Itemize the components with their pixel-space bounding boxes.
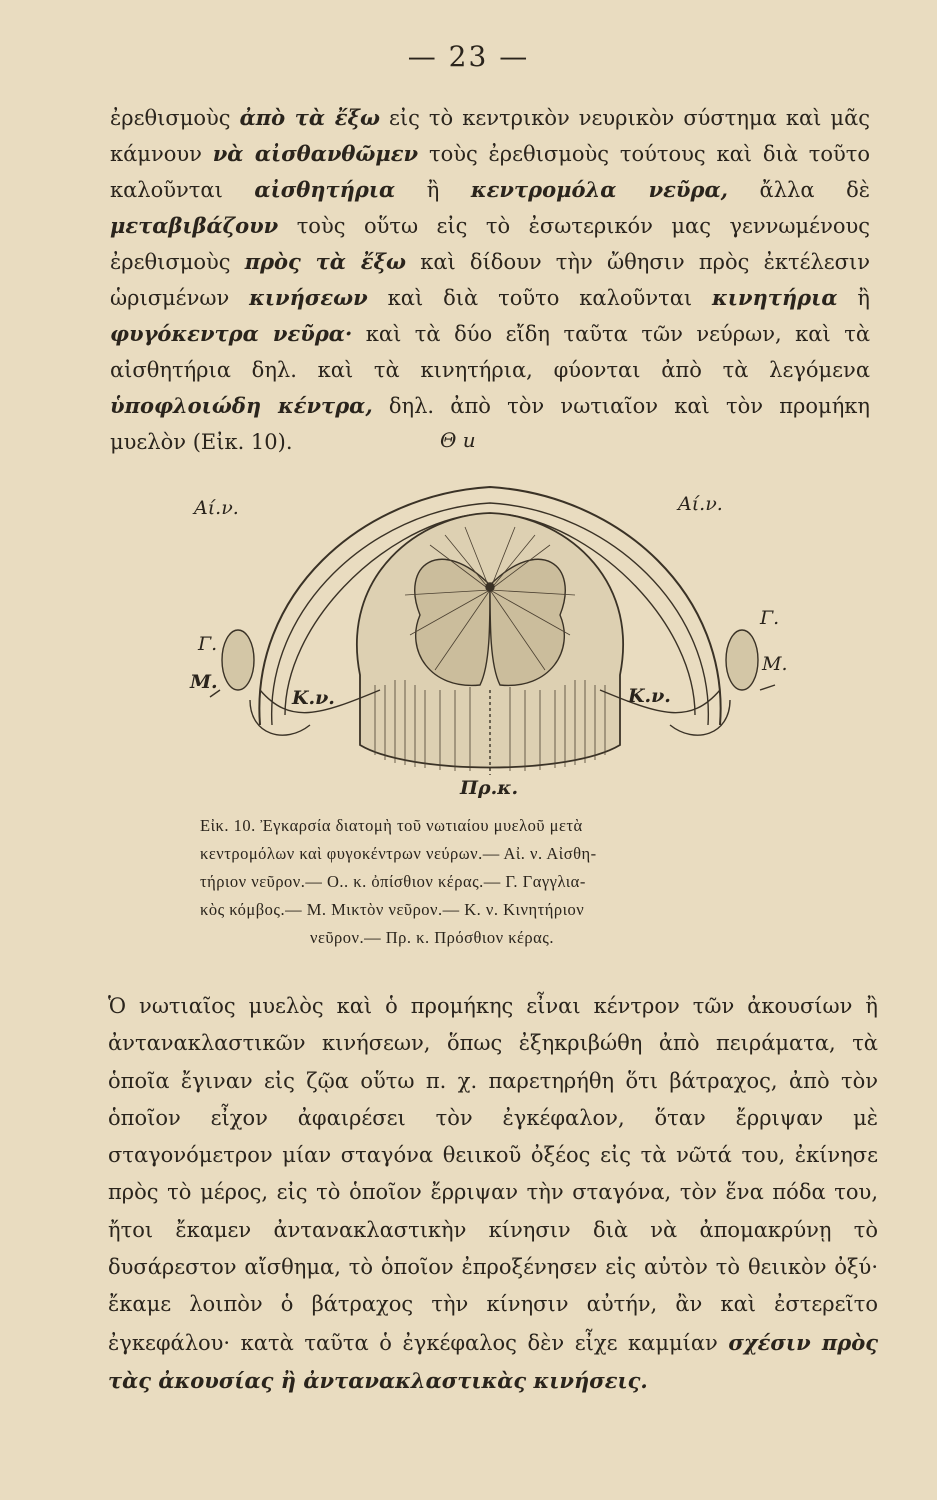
label-m-left: Μ. xyxy=(190,671,218,693)
emphasis-text: ὑποφλοιώδη κέντρα, xyxy=(110,393,373,418)
label-pr: Πρ.κ. xyxy=(460,777,519,799)
emphasis-text: σχέσιν πρὸς τὰς ἀκουσίας ἢ ἀντανακλαστικὰς κινήσεις. xyxy=(108,1329,878,1393)
label-k-left: Κ.ν. xyxy=(292,687,335,709)
body-text: Ὁ νωτιαῖος μυελὸς καὶ ὁ προμήκης εἶναι κέντρον τῶν ἀκουσίων ἢ ἀντανακλαστικῶν κινήσεων, ὅπως ἐξηκριβώθη ἀπὸ πειράματα, τὰ ὁποῖα ἔγιναν εἰς ζῷα οὕτω π. χ. παρετηρήθη ὅτι βάτραχος, ἀπὸ τὸν ὁποῖον εἶχον ἀφαιρέσει τὸν ἐγκέφαλον, ὅταν ἔρριψαν μὲ σταγονόμετρον μίαν σταγόνα θειικοῦ ὀξέος εἰς τὰ νῶτά του, ἐκίνησε πρὸς τὸ μέρος, εἰς τὸ ὁποῖον ἔρριψαν τὴν σταγόνα, τὸν ἕνα πόδα του, ἤτοι ἔκαμεν ἀντανακλαστικὴν κίνησιν διὰ νὰ ἀπομακρύνῃ τὸ δυσάρεστον αἴσθημα, τὸ ὁποῖον ἐπροξένησεν εἰς αὐτὸν τὸ θειικὸν ὀξύ· ἔκαμε λοιπὸν ὁ βάτραχος τὴν κίνησιν αὐτήν, ἂν καὶ ἐστερεῖτο ἐγκεφάλου· κατὰ ταῦτα ὁ ἐγκέφαλος δὲν εἶχε καμμίαν xyxy=(108,994,878,1355)
spinal-cord-illustration xyxy=(190,475,790,815)
body-text: τοὺς οὕτω εἰς τὸ ἐσωτερικόν μας γεννωμένους ἐρεθισμοὺς xyxy=(110,214,870,274)
body-text: καὶ δίδουν τὴν ὤθησιν πρὸς ἐκτέλεσιν ὡρισμένων xyxy=(110,250,870,310)
emphasis-text: φυγόκεντρα νεῦρα· xyxy=(110,321,353,346)
body-text: ἢ xyxy=(837,286,870,310)
label-g-left: Γ. xyxy=(198,633,218,655)
figure-spinal-cord xyxy=(190,475,790,815)
caption-line: κὸς κόμβος.— Μ. Μικτὸν νεῦρον.— Κ. ν. Κινητήριον xyxy=(200,900,585,919)
label-ai-left: Αί.ν. xyxy=(194,497,239,519)
emphasis-text: ἀπὸ τὰ ἔξω xyxy=(239,105,380,130)
caption-line: τήριον νεῦρον.— Ο.. κ. ὀπίσθιον κέρας.— Γ. Γαγγλια- xyxy=(200,872,586,891)
label-ai-right: Αί.ν. xyxy=(678,493,723,515)
figure-caption xyxy=(200,812,788,952)
body-text: καὶ διὰ τοῦτο καλοῦνται xyxy=(367,286,713,310)
caption-line: νεῦρον.— Πρ. κ. Πρόσθιον κέρας. xyxy=(310,928,554,947)
handwritten-note: Θ u xyxy=(440,428,476,452)
body-text: τοὺς ἐρεθισμοὺς τούτους καὶ διὰ τοῦτο καλοῦνται xyxy=(110,142,870,202)
body-text: ἐρεθισμοὺς xyxy=(110,106,240,130)
paragraph-top xyxy=(110,100,870,460)
caption-line: κεντρομόλων καὶ φυγοκέντρων νεύρων.— Αἰ. ν. Αἰσθη- xyxy=(200,844,597,863)
body-text: καὶ τὰ δύο εἴδη ταῦτα τῶν νεύρων, καὶ τὰ αἰσθητήρια δηλ. καὶ τὰ κινητήρια, φύονται ἀπὸ τὰ λεγόμενα xyxy=(110,322,871,382)
label-g-right: Γ. xyxy=(760,607,780,629)
label-k-right: Κ.ν. xyxy=(628,685,671,707)
emphasis-text: νὰ αἰσθανθῶμεν xyxy=(212,141,419,166)
emphasis-text: κινητήρια xyxy=(712,285,838,310)
body-text: δηλ. ἀπὸ τὸν νωτιαῖον καὶ τὸν προμήκη μυελὸν (Εἰκ. 10). xyxy=(110,394,870,454)
emphasis-text: κεντρομόλα νεῦρα, xyxy=(470,177,728,202)
emphasis-text: κινήσεων xyxy=(249,285,368,310)
label-m-right: Μ. xyxy=(762,653,788,675)
paragraph-bottom xyxy=(108,988,878,1400)
caption-line: Εἰκ. 10. Ἐγκαρσία διατομὴ τοῦ νωτιαίου μυελοῦ μετὰ xyxy=(200,816,583,835)
body-text: ἄλλα δὲ xyxy=(727,178,870,202)
emphasis-text: μεταβιβάζουν xyxy=(110,213,279,238)
emphasis-text: πρὸς τὰ ἔξω xyxy=(244,249,406,274)
emphasis-text: αἰσθητήρια xyxy=(254,177,396,202)
body-text: εἰς τὸ κεντρικὸν νευρικὸν σύστημα καὶ μᾶς κάμνουν xyxy=(110,106,871,166)
body-text: ἢ xyxy=(395,178,471,202)
page-number: — 23 — xyxy=(407,40,530,73)
